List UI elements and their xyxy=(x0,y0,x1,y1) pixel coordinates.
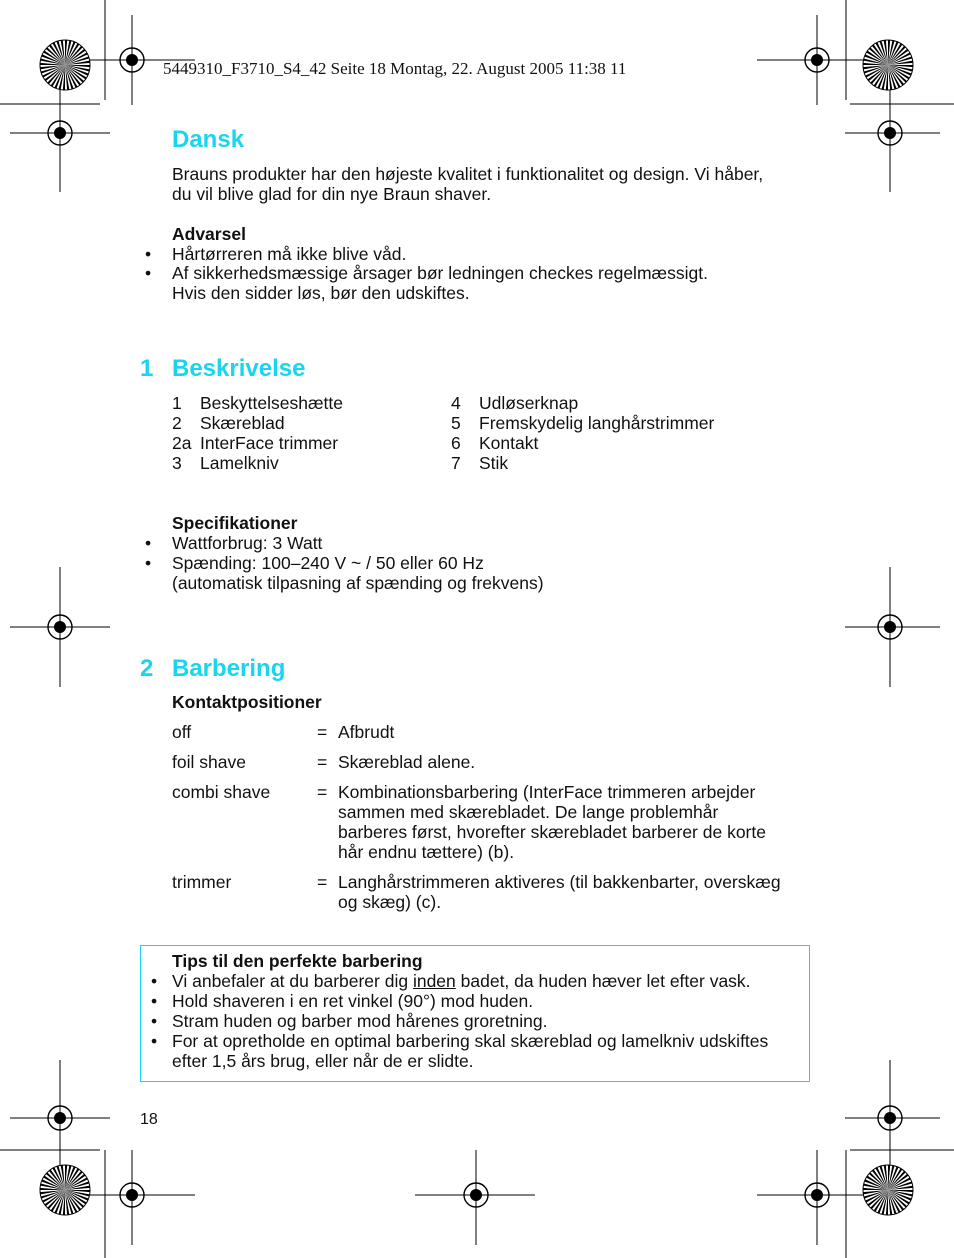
switch-desc: Skæreblad alene. xyxy=(338,752,476,772)
switch-positions-heading: Kontaktpositioner xyxy=(172,692,322,712)
page-number: 18 xyxy=(140,1111,158,1128)
spec-item-1: Wattforbrug: 3 Watt xyxy=(172,533,323,553)
equals-sign: = xyxy=(317,782,328,802)
tip-item-4-cont: efter 1,5 års brug, eller når de er slidte. xyxy=(172,1051,474,1071)
bullet-icon: • xyxy=(151,991,158,1011)
spec-heading: Specifikationer xyxy=(172,513,298,533)
section-title: Beskrivelse xyxy=(172,355,306,382)
warning-item-2: Af sikkerhedsmæssige årsager bør ledningen checkes regelmæssigt. xyxy=(172,263,708,283)
equals-sign: = xyxy=(317,872,328,892)
part-number: 2a xyxy=(172,433,192,453)
part-label: Kontakt xyxy=(479,433,539,453)
switch-desc: sammen med skærebladet. De lange problemhår xyxy=(338,802,719,822)
starburst-registration-icon xyxy=(40,1165,90,1215)
bullet-icon: • xyxy=(151,971,158,991)
switch-key: off xyxy=(172,722,192,742)
part-number: 4 xyxy=(451,393,461,413)
equals-sign: = xyxy=(317,752,328,772)
section-title: Barbering xyxy=(172,655,286,682)
spec-item-2-cont: (automatisk tilpasning af spænding og frekvens) xyxy=(172,573,544,593)
part-number: 3 xyxy=(172,453,182,473)
part-label: Lamelkniv xyxy=(200,453,279,473)
starburst-registration-icon xyxy=(863,40,913,90)
intro-line-1: Brauns produkter har den højeste kvalitet i funktionalitet og design. Vi håber, xyxy=(172,164,764,184)
spec-item-2: Spænding: 100–240 V ~ / 50 eller 60 Hz xyxy=(172,553,484,573)
bullet-icon: • xyxy=(145,244,152,264)
switch-key: combi shave xyxy=(172,782,271,802)
warning-item-2-cont: Hvis den sidder løs, bør den udskiftes. xyxy=(172,283,470,303)
tip-item-1: Vi anbefaler at du barberer dig inden badet, da huden hæver let efter vask. xyxy=(172,971,751,991)
starburst-registration-icon xyxy=(863,1165,913,1215)
starburst-registration-icon xyxy=(40,40,90,90)
part-label: Beskyttelseshætte xyxy=(200,393,343,413)
part-number: 5 xyxy=(451,413,461,433)
part-number: 6 xyxy=(451,433,461,453)
part-number: 1 xyxy=(172,393,182,413)
equals-sign: = xyxy=(317,722,328,742)
switch-key: foil shave xyxy=(172,752,246,772)
switch-desc: Kombinationsbarbering (InterFace trimmeren arbejder xyxy=(338,782,756,802)
bullet-icon: • xyxy=(145,553,152,573)
tip-item-3: Stram huden og barber mod hårenes groretning. xyxy=(172,1011,548,1031)
part-label: Fremskydelig langhårstrimmer xyxy=(479,413,715,433)
part-label: Stik xyxy=(479,453,509,473)
part-number: 7 xyxy=(451,453,461,473)
tip-item-4: For at opretholde en optimal barbering skal skæreblad og lamelkniv udskiftes xyxy=(172,1031,769,1051)
bullet-icon: • xyxy=(145,533,152,553)
page-title: Dansk xyxy=(172,126,245,153)
bullet-icon: • xyxy=(151,1011,158,1031)
switch-desc: Afbrudt xyxy=(338,722,395,742)
section-number: 1 xyxy=(140,355,154,382)
switch-key: trimmer xyxy=(172,872,232,892)
part-label: Udløserknap xyxy=(479,393,579,413)
part-label: Skæreblad xyxy=(200,413,285,433)
switch-desc: hår endnu tættere) (b). xyxy=(338,842,515,862)
switch-desc: og skæg) (c). xyxy=(338,892,442,912)
intro-line-2: du vil blive glad for din nye Braun shaver. xyxy=(172,184,492,204)
part-number: 2 xyxy=(172,413,182,433)
tip-item-2: Hold shaveren i en ret vinkel (90°) mod huden. xyxy=(172,991,534,1011)
switch-desc: barberes først, hvorefter skærebladet barberer de korte xyxy=(338,822,766,842)
warning-item-1: Hårtørreren må ikke blive våd. xyxy=(172,244,407,264)
bullet-icon: • xyxy=(151,1031,158,1051)
print-slug: 5449310_F3710_S4_42 Seite 18 Montag, 22. August 2005 11:38 11 xyxy=(163,59,627,78)
warning-heading: Advarsel xyxy=(172,224,246,244)
tips-heading: Tips til den perfekte barbering xyxy=(172,951,423,971)
bullet-icon: • xyxy=(145,263,152,283)
part-label: InterFace trimmer xyxy=(200,433,339,453)
section-number: 2 xyxy=(140,655,154,682)
switch-desc: Langhårstrimmeren aktiveres (til bakkenbarter, overskæg xyxy=(338,872,781,892)
